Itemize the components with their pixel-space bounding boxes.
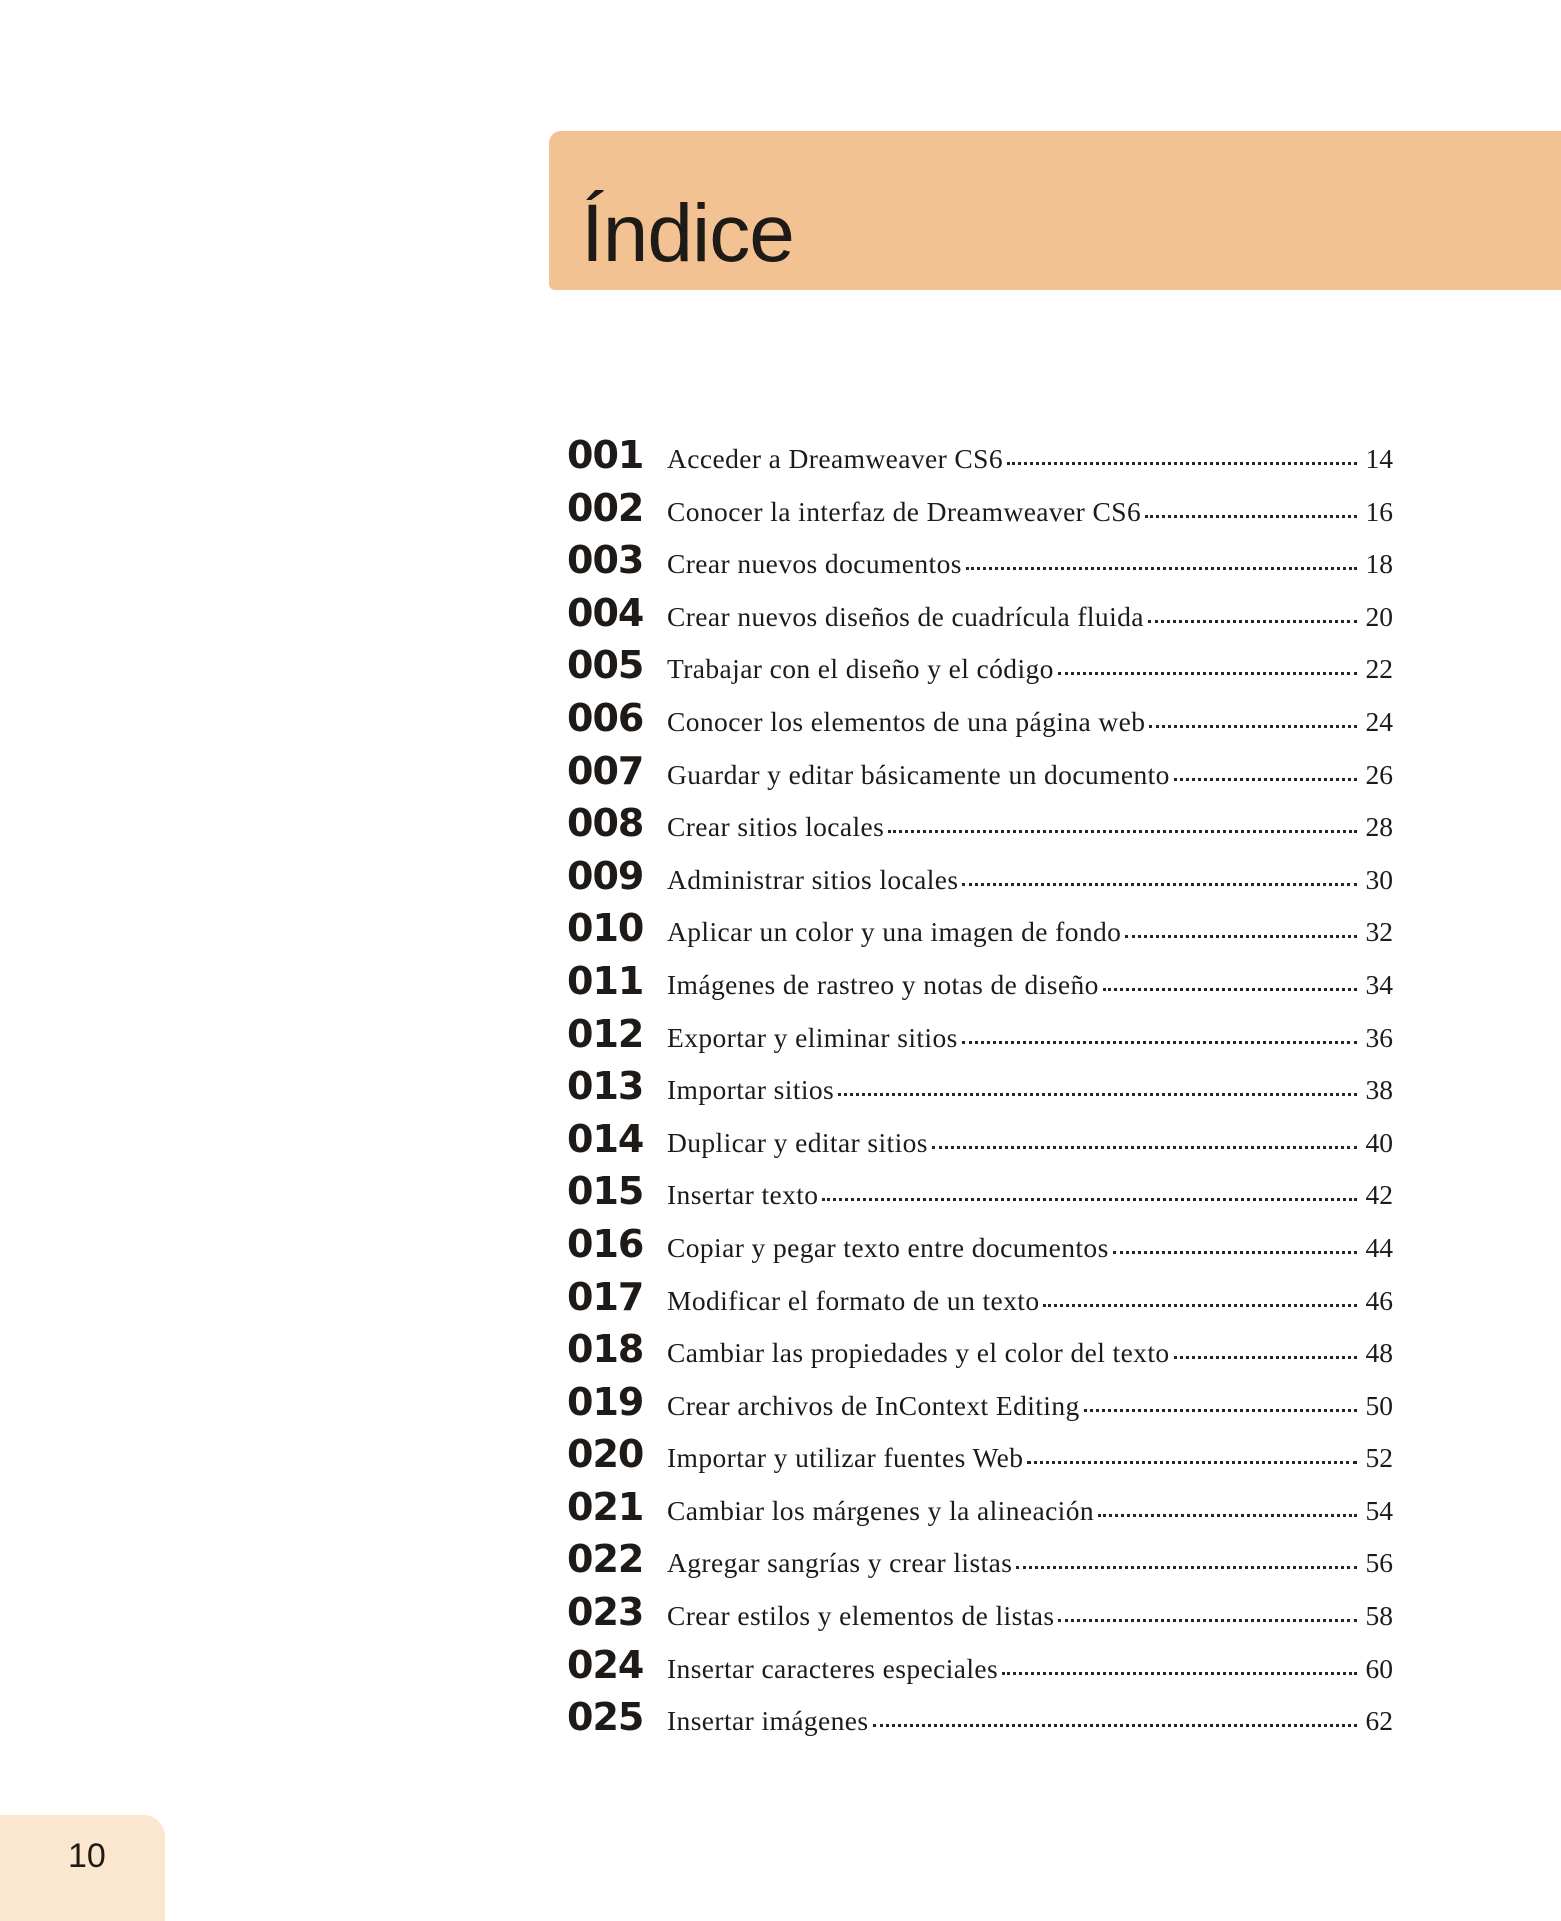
- dot-leader: [1098, 1514, 1357, 1517]
- title-band: [549, 131, 1561, 290]
- toc-entry-number: 001: [567, 433, 644, 477]
- toc-entry-page: 22: [1365, 653, 1393, 685]
- toc-entry-page: 14: [1365, 443, 1393, 474]
- toc-entry-number: 014: [567, 1116, 644, 1161]
- toc-entry-title: Modificar el formato de un texto: [667, 1284, 1040, 1316]
- toc-entry-number: 002: [567, 485, 644, 530]
- toc-entry-number: 020: [567, 1432, 644, 1477]
- dot-leader: [1174, 1356, 1357, 1359]
- toc-entry-page: 62: [1365, 1705, 1393, 1737]
- toc-entry[interactable]: [567, 1695, 1393, 1748]
- toc-entry-title: Aplicar un color y una imagen de fondo: [667, 916, 1122, 948]
- toc-entry-page: 60: [1365, 1652, 1393, 1684]
- toc-entry-title: Cambiar las propiedades y el color del texto: [667, 1337, 1170, 1369]
- table-of-contents: [567, 433, 1393, 1748]
- dot-leader: [1149, 725, 1357, 728]
- toc-entry-page: 50: [1365, 1389, 1393, 1421]
- toc-entry-number: 012: [567, 1011, 644, 1056]
- toc-entry-title: Crear sitios locales: [667, 811, 885, 843]
- toc-entry-number: 022: [567, 1537, 644, 1582]
- toc-entry-title: Importar sitios: [667, 1074, 835, 1106]
- dot-leader: [1084, 1409, 1357, 1412]
- toc-entry-page: 32: [1365, 916, 1393, 948]
- dot-leader: [1145, 515, 1357, 518]
- toc-entry-page: 52: [1365, 1442, 1393, 1474]
- toc-entry-page: 44: [1365, 1231, 1393, 1263]
- dot-leader: [1174, 778, 1357, 781]
- dot-leader: [1125, 935, 1357, 938]
- toc-entry-title: Exportar y eliminar sitios: [667, 1021, 958, 1053]
- toc-entry[interactable]: [567, 643, 1393, 696]
- dot-leader: [1148, 620, 1357, 623]
- toc-entry[interactable]: [567, 486, 1393, 539]
- dot-leader: [1007, 462, 1357, 465]
- dot-leader: [962, 1041, 1357, 1044]
- toc-entry[interactable]: [567, 854, 1393, 907]
- toc-entry-page: 54: [1365, 1494, 1393, 1526]
- toc-entry-number: 005: [567, 643, 644, 688]
- toc-entry[interactable]: [567, 1012, 1393, 1065]
- page-number-tab: [0, 1815, 165, 1921]
- page-title: Índice: [581, 188, 794, 279]
- toc-entry-title: Cambiar los márgenes y la alineación: [667, 1494, 1095, 1526]
- dot-leader: [962, 883, 1357, 886]
- dot-leader: [1113, 1251, 1357, 1254]
- dot-leader: [1103, 988, 1357, 991]
- toc-entry-title: Copiar y pegar texto entre documentos: [667, 1231, 1109, 1263]
- toc-entry[interactable]: [567, 1275, 1393, 1328]
- toc-entry-title: Acceder a Dreamweaver CS6: [667, 443, 1004, 474]
- dot-leader: [932, 1146, 1357, 1149]
- toc-entry[interactable]: [567, 1327, 1393, 1380]
- toc-entry-page: 30: [1365, 863, 1393, 895]
- toc-entry[interactable]: [567, 1064, 1393, 1117]
- toc-entry-number: 011: [567, 958, 644, 1003]
- dot-leader: [1058, 1619, 1357, 1622]
- toc-entry-page: 36: [1365, 1021, 1393, 1053]
- dot-leader: [873, 1724, 1357, 1727]
- toc-entry-title: Administrar sitios locales: [667, 863, 959, 895]
- toc-entry-title: Insertar imágenes: [667, 1705, 869, 1737]
- toc-entry-number: 025: [567, 1695, 644, 1740]
- toc-entry-page: 20: [1365, 600, 1393, 632]
- toc-entry-page: 56: [1365, 1547, 1393, 1579]
- toc-entry[interactable]: [567, 1485, 1393, 1538]
- toc-entry-title: Crear nuevos documentos: [667, 548, 962, 580]
- toc-entry-number: 015: [567, 1169, 644, 1214]
- page-number: 10: [68, 1837, 106, 1875]
- toc-entry-title: Trabajar con el diseño y el código: [667, 653, 1054, 685]
- dot-leader: [838, 1093, 1357, 1096]
- toc-entry[interactable]: [567, 801, 1393, 854]
- toc-entry[interactable]: [567, 433, 1393, 486]
- toc-entry-title: Crear archivos de InContext Editing: [667, 1389, 1080, 1421]
- toc-entry-number: 007: [567, 748, 644, 793]
- dot-leader: [1002, 1672, 1357, 1675]
- toc-entry[interactable]: [567, 1117, 1393, 1170]
- toc-entry[interactable]: [567, 959, 1393, 1012]
- toc-entry-title: Guardar y editar básicamente un documento: [667, 758, 1170, 790]
- toc-entry[interactable]: [567, 1643, 1393, 1696]
- toc-entry-number: 008: [567, 801, 644, 846]
- dot-leader: [1016, 1566, 1357, 1569]
- dot-leader: [888, 830, 1357, 833]
- toc-entry[interactable]: [567, 1432, 1393, 1485]
- toc-entry-number: 018: [567, 1327, 644, 1372]
- toc-entry[interactable]: [567, 1590, 1393, 1643]
- dot-leader: [1043, 1304, 1357, 1307]
- toc-entry-page: 42: [1365, 1179, 1393, 1211]
- toc-entry-page: 40: [1365, 1126, 1393, 1158]
- toc-entry-title: Crear estilos y elementos de listas: [667, 1600, 1055, 1632]
- dot-leader: [966, 567, 1357, 570]
- toc-entry-number: 004: [567, 590, 644, 635]
- dot-leader: [1058, 672, 1357, 675]
- toc-entry-title: Imágenes de rastreo y notas de diseño: [667, 968, 1099, 1000]
- dot-leader: [822, 1198, 1357, 1201]
- toc-entry-title: Importar y utilizar fuentes Web: [667, 1442, 1024, 1474]
- toc-entry[interactable]: [567, 591, 1393, 644]
- toc-entry-title: Insertar caracteres especiales: [667, 1652, 999, 1684]
- toc-entry-number: 003: [567, 538, 644, 583]
- toc-entry-title: Duplicar y editar sitios: [667, 1126, 928, 1158]
- toc-entry-number: 021: [567, 1484, 644, 1529]
- toc-entry-page: 16: [1365, 495, 1393, 527]
- toc-entry[interactable]: [567, 696, 1393, 749]
- toc-entry-page: 18: [1365, 548, 1393, 580]
- toc-entry-number: 010: [567, 906, 644, 951]
- toc-entry[interactable]: [567, 1222, 1393, 1275]
- toc-entry-number: 019: [567, 1379, 644, 1424]
- toc-entry-page: 58: [1365, 1600, 1393, 1632]
- toc-entry-number: 023: [567, 1590, 644, 1635]
- toc-entry-title: Conocer los elementos de una página web: [667, 705, 1146, 737]
- toc-entry-number: 024: [567, 1642, 644, 1687]
- toc-entry-page: 46: [1365, 1284, 1393, 1316]
- toc-entry[interactable]: [567, 749, 1393, 802]
- toc-entry-title: Conocer la interfaz de Dreamweaver CS6: [667, 495, 1142, 527]
- toc-entry-page: 28: [1365, 811, 1393, 843]
- toc-entry-number: 013: [567, 1064, 644, 1109]
- toc-entry-title: Insertar texto: [667, 1179, 819, 1211]
- toc-entry-title: Agregar sangrías y crear listas: [667, 1547, 1013, 1579]
- toc-entry-page: 26: [1365, 758, 1393, 790]
- toc-entry-page: 24: [1365, 705, 1393, 737]
- toc-entry-number: 016: [567, 1221, 644, 1266]
- dot-leader: [1027, 1461, 1357, 1464]
- toc-entry[interactable]: [567, 538, 1393, 591]
- toc-entry-page: 48: [1365, 1337, 1393, 1369]
- toc-entry-number: 009: [567, 853, 644, 898]
- toc-entry[interactable]: [567, 906, 1393, 959]
- toc-entry-number: 017: [567, 1274, 644, 1319]
- toc-entry[interactable]: [567, 1380, 1393, 1433]
- toc-entry[interactable]: [567, 1537, 1393, 1590]
- toc-entry-page: 34: [1365, 968, 1393, 1000]
- toc-entry[interactable]: [567, 1169, 1393, 1222]
- toc-entry-page: 38: [1365, 1074, 1393, 1106]
- toc-entry-title: Crear nuevos diseños de cuadrícula fluida: [667, 600, 1144, 632]
- toc-entry-number: 006: [567, 695, 644, 740]
